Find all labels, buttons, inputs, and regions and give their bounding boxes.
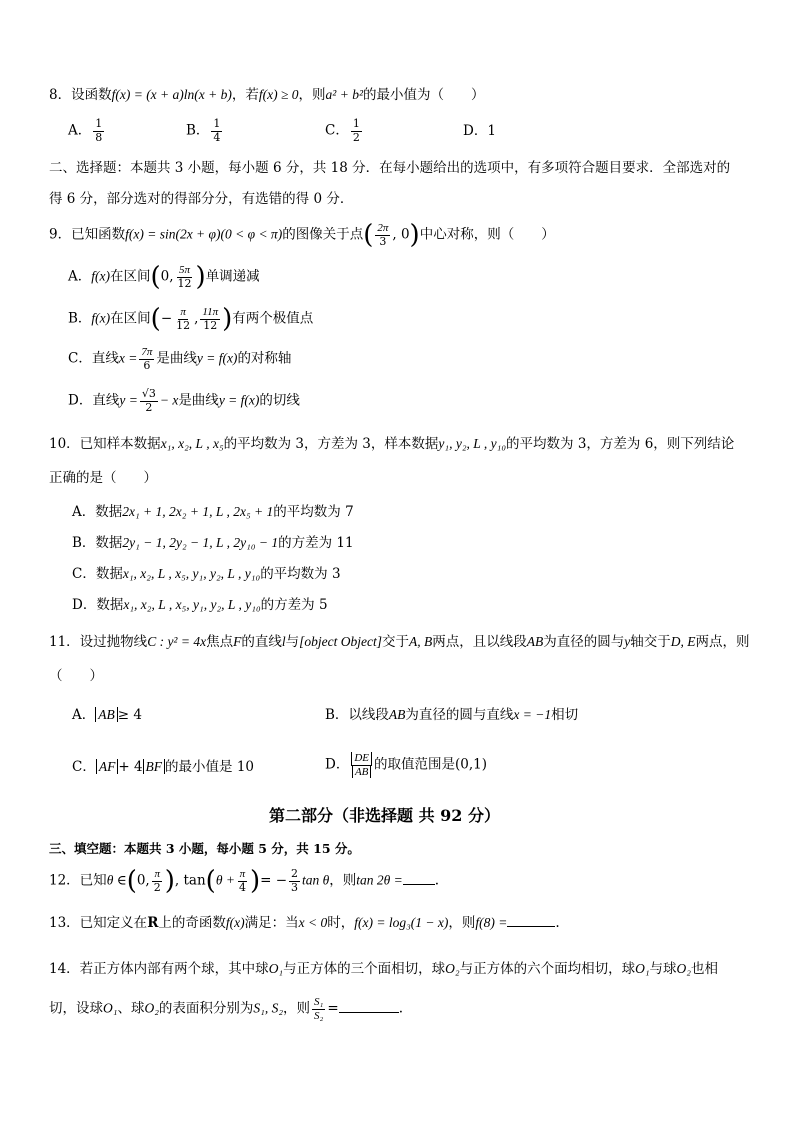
paren-right: )	[222, 304, 233, 335]
var: AB	[388, 707, 406, 722]
fraction	[174, 306, 192, 332]
denominator: 2	[145, 400, 153, 414]
paren-left: (	[150, 262, 161, 293]
text: 单调递减	[205, 268, 260, 285]
option-label: B．数据	[72, 535, 123, 551]
text: 、球	[117, 1000, 145, 1017]
text: 与正方体的六个面均相切，球	[459, 961, 636, 977]
q11-stem-line2: （ ）	[49, 668, 103, 684]
fraction	[140, 388, 158, 414]
text: 的最小值是 10	[165, 759, 255, 775]
denominator: S₂	[314, 1009, 324, 1022]
text: 是曲线	[178, 392, 219, 409]
q14-stem-line2	[49, 996, 403, 1022]
equation: x = −1	[513, 707, 552, 722]
paren-right: )	[409, 220, 420, 251]
fraction	[93, 118, 104, 144]
q9-lead: 9．已知函数	[49, 226, 126, 243]
text: 交于	[381, 634, 409, 650]
text: 的方差为 11	[278, 535, 354, 551]
q14-answer-blank[interactable]	[339, 1012, 399, 1013]
q9-option-b	[68, 304, 314, 335]
curve: y = f(x)	[218, 392, 260, 408]
equation-rest: − x	[159, 392, 179, 408]
x-samples: x₁, x₂, L , x₅	[160, 436, 224, 451]
var: O₁	[268, 961, 284, 976]
text: 0,	[136, 872, 150, 889]
text: ，则	[448, 915, 476, 931]
fraction	[139, 346, 154, 372]
numerator: S₁	[314, 996, 324, 1008]
expr: 2x₁ + 1, 2x₂ + 1, L , 2x₅ + 1	[122, 504, 274, 519]
var: y	[624, 634, 631, 649]
q12-stem	[49, 866, 440, 897]
text: ,	[194, 310, 199, 327]
q9-tail: 中心对称，则（ ）	[419, 226, 555, 243]
text: 两点，且以线段	[432, 634, 527, 650]
text: 14．若正方体内部有两个球，其中球	[49, 961, 269, 977]
text: 的取值范围是	[374, 756, 455, 773]
text: 0,	[160, 268, 174, 285]
equation: y =	[119, 392, 138, 408]
var: AB	[526, 634, 544, 649]
denominator: 4	[213, 130, 221, 144]
q9-point-tail: , 0	[392, 226, 410, 243]
fraction	[289, 868, 300, 894]
numerator: 5π	[179, 264, 191, 276]
q8-cond-pre: ，若	[231, 87, 259, 103]
q9-func: f(x) = sin(2x + φ)(0 < φ < π)	[125, 226, 283, 242]
numerator: 2	[291, 867, 299, 880]
q10-stem-line1	[49, 437, 734, 452]
q8-cond-post: ，则	[298, 87, 326, 103]
ask: f(8) =	[475, 915, 508, 930]
numerator: 2π	[377, 222, 389, 234]
q8-tail: 的最小值为（ ）	[363, 87, 485, 103]
numerator: √3	[141, 387, 156, 400]
text: 满足：当	[244, 915, 299, 931]
text: 10．已知样本数据	[49, 436, 161, 452]
q8-expr: a² + b²	[325, 87, 363, 102]
option-label: A．	[68, 122, 92, 139]
q9-option-a	[68, 262, 260, 293]
denominator: 6	[143, 358, 151, 372]
numerator: 11π	[202, 306, 219, 318]
denominator: 2	[153, 880, 161, 894]
abs-value: BF	[143, 759, 166, 774]
option-label: D．	[325, 756, 350, 773]
denominator: 4	[238, 880, 246, 894]
text: .	[555, 915, 560, 931]
var: A, B	[408, 634, 433, 649]
option-label: C．	[325, 122, 349, 139]
q11-option-c	[72, 760, 254, 775]
section3-title: 三、填空题：本题共 3 小题，每小题 5 分，共 15 分。	[49, 841, 360, 856]
fraction	[351, 118, 362, 144]
denominator: 12	[203, 318, 218, 332]
q8-func: f(x) = (x + a)ln(x + b)	[111, 87, 232, 102]
text: 的平均数为 3，方差为 6，则下列结论	[506, 436, 735, 452]
paren-left: (	[363, 220, 374, 251]
q9-option-d	[68, 388, 300, 414]
text: + 4	[118, 759, 143, 775]
text: 的表面积分别为	[158, 1000, 254, 1017]
paren-right: )	[164, 866, 175, 897]
q11-option-a	[72, 708, 142, 723]
curve: y = f(x)	[196, 350, 238, 366]
option-label: C．数据	[72, 566, 123, 582]
q10-stem-line2: 正确的是（ ）	[49, 470, 157, 486]
option-label: A．	[68, 268, 92, 285]
numerator: π	[180, 306, 186, 318]
equation: x =	[118, 350, 138, 366]
section2-line2: 得 6 分，部分选对的得部分分，有选错的得 0 分．	[49, 191, 354, 207]
parabola: C : y² = 4x	[147, 634, 207, 649]
def: f(x) = log₃(1 − x)	[354, 915, 449, 930]
expr: 2y₁ − 1, 2y₂ − 1, L , 2y₁₀ − 1	[122, 535, 279, 550]
part2-title: 第二部分（非选择题 共 92 分）	[269, 806, 500, 825]
y-samples: y₁, y₂, L , y₁₀	[438, 436, 507, 451]
text: 的平均数为 7	[273, 504, 354, 520]
text: .	[398, 1000, 403, 1017]
option-label: D．数据	[72, 597, 124, 613]
q8-stem	[49, 88, 485, 103]
option-label: D．	[463, 123, 488, 139]
q10-option-b	[72, 536, 354, 551]
q11-option-d	[325, 752, 487, 778]
text: ，则	[283, 1000, 311, 1017]
text: ≥ 4	[117, 707, 142, 723]
numerator: 1	[95, 117, 103, 130]
option-label: B．	[186, 122, 210, 139]
var: θ +	[215, 872, 235, 888]
paren-left: (	[126, 866, 137, 897]
numerator: π	[239, 868, 246, 880]
denominator: 12	[176, 318, 191, 332]
denominator: 2	[352, 130, 360, 144]
numerator: 7π	[141, 346, 153, 358]
option-label: A．数据	[72, 504, 123, 520]
q13-answer-blank[interactable]	[507, 926, 555, 927]
text: 的切线	[259, 392, 300, 409]
text: 切，设球	[49, 1000, 103, 1017]
fraction	[200, 306, 220, 332]
text: 与	[285, 634, 300, 650]
func: f(x)	[225, 915, 245, 930]
text: 在区间	[110, 310, 151, 327]
q8-option-b	[186, 118, 224, 144]
var: S₁, S₂	[253, 1000, 284, 1016]
text: 11．设过抛物线	[49, 634, 148, 650]
q14-stem-line1	[49, 962, 718, 977]
q11-option-b	[325, 708, 578, 723]
var: F	[233, 634, 242, 649]
q11-stem-line1	[49, 635, 749, 650]
q8-cond: f(x) ≥ 0	[258, 87, 299, 102]
text: 12．已知	[49, 872, 107, 889]
expr: x₁, x₂, L , x₅, y₁, y₂, L , y₁₀	[123, 597, 261, 612]
text: 两点，则	[695, 634, 750, 650]
text: −	[160, 310, 173, 327]
fraction	[375, 222, 390, 248]
q9-option-c	[68, 346, 291, 372]
text: , tan	[174, 872, 206, 889]
var: O₁	[103, 1000, 118, 1016]
section2-line1: 二、选择题：本题共 3 小题，每小题 6 分，共 18 分．在每小题给出的选项中，有多项符合题目要求．全部选对的	[49, 160, 731, 176]
denominator: AB	[352, 766, 371, 779]
range: (0,1)	[455, 756, 488, 773]
text: 的直线	[241, 634, 282, 650]
option-label: B．以线段	[325, 707, 389, 723]
var: [object Object]	[299, 634, 382, 649]
text: 与正方体的三个面相切，球	[283, 961, 446, 977]
var: θ ∈	[106, 872, 127, 888]
q12-answer-blank[interactable]	[403, 884, 435, 885]
q9-stem	[49, 220, 555, 251]
text: 是曲线	[156, 350, 197, 367]
text: 也相	[691, 961, 718, 977]
q8-lead: 8．设函数	[49, 87, 112, 103]
paren-left: (	[150, 304, 161, 335]
fraction	[211, 118, 222, 144]
option-label: B．	[68, 310, 92, 327]
fraction	[237, 868, 248, 894]
expr: x₁, x₂, L , x₅, y₁, y₂, L , y₁₀	[122, 566, 261, 581]
cond: x < 0	[298, 915, 328, 930]
denominator: 12	[177, 276, 192, 290]
numerator: π	[154, 868, 160, 880]
q10-option-d	[72, 598, 328, 613]
numerator: DE	[351, 752, 372, 766]
fraction	[351, 752, 372, 778]
text: 时，	[327, 915, 355, 931]
q10-option-c	[72, 567, 341, 582]
denominator: 8	[95, 130, 103, 144]
paren-right: )	[195, 262, 206, 293]
option-label: A．	[72, 707, 96, 723]
numerator: 1	[213, 117, 221, 130]
text: =	[327, 1000, 339, 1017]
q9-mid: 的图像关于点	[282, 226, 364, 243]
func: f(x)	[91, 310, 111, 326]
text: 为直径的圆与直线	[405, 707, 514, 723]
text: ，则	[329, 872, 357, 889]
var: O₂	[144, 1000, 159, 1016]
text: 为直径的圆与	[543, 634, 625, 650]
abs-value: AF	[96, 759, 119, 774]
paren-right: )	[249, 866, 261, 897]
paren-left: (	[205, 866, 216, 897]
abs-value: AB	[95, 707, 118, 722]
q10-option-a	[72, 505, 354, 520]
var: O₁	[635, 961, 650, 976]
denominator: 3	[291, 880, 299, 894]
fraction	[312, 996, 325, 1022]
fraction	[152, 868, 163, 894]
text: 的平均数为 3	[260, 566, 341, 582]
text: = −	[260, 872, 288, 889]
text: 的对称轴	[237, 350, 292, 367]
real-set: R	[147, 915, 159, 931]
q8-option-a	[68, 118, 106, 144]
option-label: D．直线	[68, 392, 120, 409]
var: D, E	[670, 634, 696, 649]
fraction	[176, 264, 194, 290]
text: 焦点	[206, 634, 234, 650]
text: 的平均数为 3，方差为 3，样本数据	[223, 436, 439, 452]
option-label: C．	[72, 759, 96, 775]
denominator: 3	[379, 234, 387, 248]
option-value: 1	[487, 123, 496, 139]
option-label: C．直线	[68, 350, 119, 367]
text: 有两个极值点	[232, 310, 314, 327]
text: 上的奇函数	[158, 915, 226, 931]
var: O₂	[445, 961, 460, 976]
text: 在区间	[109, 268, 151, 285]
q8-option-d	[463, 125, 496, 139]
numerator: 1	[352, 117, 360, 130]
ask: tan 2θ =	[356, 872, 403, 888]
text: 13．已知定义在	[49, 915, 148, 931]
var: l	[281, 634, 286, 649]
q13-stem	[49, 916, 560, 931]
text: 的方差为 5	[260, 597, 328, 613]
text: 与球	[649, 961, 677, 977]
func: f(x)	[91, 268, 110, 284]
text: 轴交于	[630, 634, 671, 650]
var: tan θ	[302, 872, 330, 888]
q8-option-c	[325, 118, 364, 144]
text: 相切	[551, 707, 579, 723]
text: .	[434, 872, 440, 889]
var: O₂	[676, 961, 691, 976]
